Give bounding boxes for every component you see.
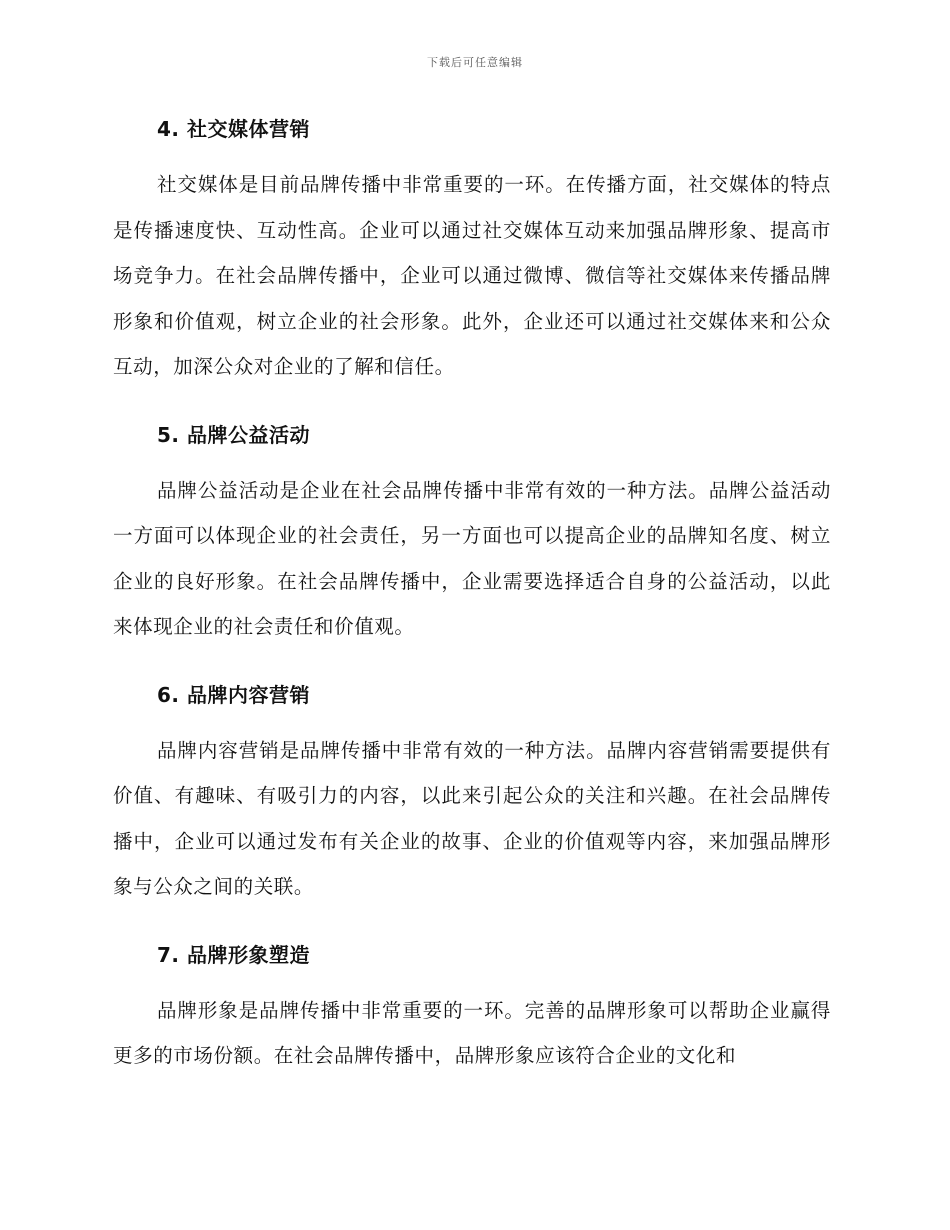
section-social-media-marketing — [113, 106, 831, 390]
document-body — [113, 106, 831, 1079]
section-heading: 6. 品牌内容营销 — [157, 682, 310, 707]
section-brand-image-building — [113, 932, 831, 1079]
section-heading: 7. 品牌形象塑造 — [157, 942, 310, 967]
section-brand-charity — [113, 412, 831, 650]
page-header: 下载后可任意编辑 — [427, 56, 523, 69]
section-heading: 5. 品牌公益活动 — [157, 422, 310, 447]
section-heading: 4. 社交媒体营销 — [157, 117, 310, 141]
section-paragraph: 品牌内容营销是品牌传播中非常有效的一种方法。品牌内容营销需要提供有价值、有趣味、有吸引力的内容，以此来引起公众的关注和兴趣。在社会品牌传播中，企业可以通过发布有关企业的故事、企业的价值观等内容，来加强品牌形象与公众之间的关联。 — [113, 738, 831, 898]
section-paragraph: 品牌形象是品牌传播中非常重要的一环。完善的品牌形象可以帮助企业赢得更多的市场份额。在社会品牌传播中，品牌形象应该符合企业的文化和 — [113, 998, 831, 1067]
section-paragraph: 品牌公益活动是企业在社会品牌传播中非常有效的一种方法。品牌公益活动一方面可以体现企业的社会责任，另一方面也可以提高企业的品牌知名度、树立企业的良好形象。在社会品牌传播中，企业需要选择适合自身的公益活动，以此来体现企业的社会责任和价值观。 — [113, 478, 831, 638]
section-paragraph: 社交媒体是目前品牌传播中非常重要的一环。在传播方面，社交媒体的特点是传播速度快、互动性高。企业可以通过社交媒体互动来加强品牌形象、提高市场竞争力。在社会品牌传播中，企业可以通过微博、微信等社交媒体来传播品牌形象和价值观，树立企业的社会形象。此外，企业还可以通过社交媒体来和公众互动，加深公众对企业的了解和信任。 — [113, 173, 831, 378]
section-brand-content-marketing — [113, 672, 831, 910]
